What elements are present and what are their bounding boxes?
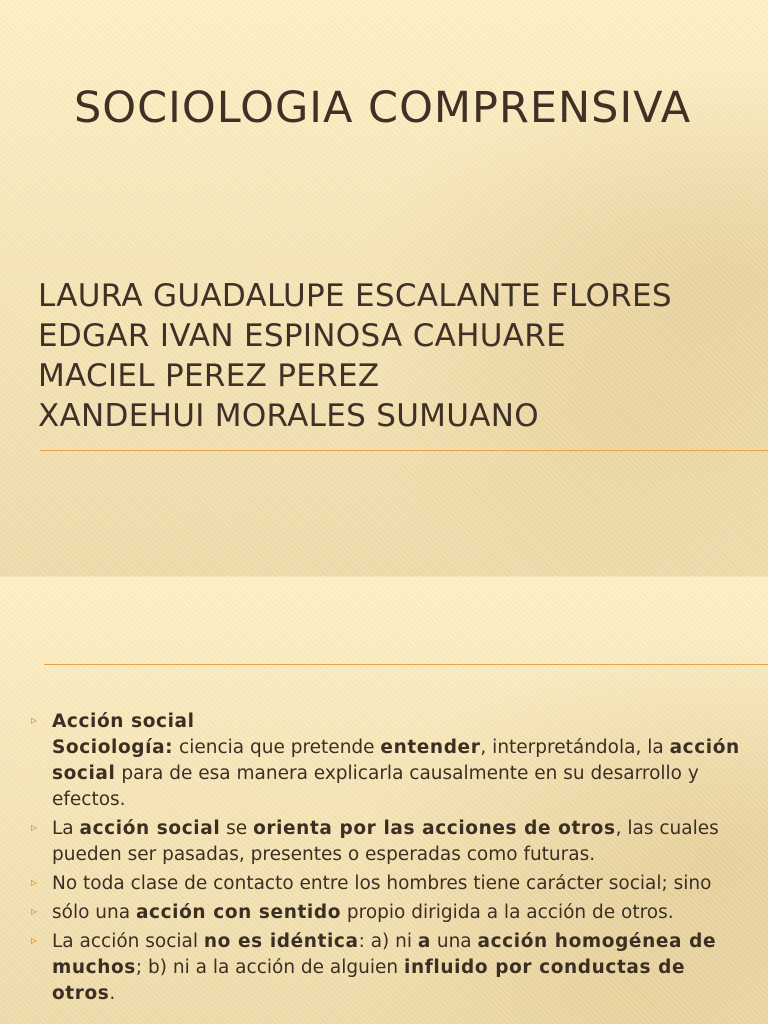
list-item bbox=[30, 929, 755, 1007]
list-item bbox=[30, 900, 755, 926]
bold-term: orienta por las acciones de otros bbox=[253, 818, 616, 839]
text-span: , las cuales pueden ser pasadas, presentes o esperadas como futuras. bbox=[52, 818, 719, 865]
item-paragraph bbox=[52, 735, 755, 813]
bold-term: acción social bbox=[52, 737, 740, 784]
bold-term: influido por conductas de otros bbox=[52, 957, 686, 1004]
bold-term: acción con sentido bbox=[135, 902, 342, 923]
text-span: propio dirigida a la acción de otros. bbox=[341, 902, 674, 923]
triangle-bullet-icon: ▹ bbox=[31, 933, 38, 947]
bullet-list bbox=[30, 709, 755, 1010]
text-span: La acción social bbox=[52, 931, 204, 952]
list-item bbox=[30, 709, 755, 813]
author-name: XANDEHUI MORALES SUMUANO bbox=[38, 398, 539, 434]
bold-term: Sociología: bbox=[52, 737, 174, 758]
text-span: La bbox=[52, 818, 80, 839]
text-span: , interpretándola, la bbox=[480, 737, 670, 758]
divider-line bbox=[44, 664, 768, 665]
text-span: : a) ni bbox=[358, 931, 418, 952]
list-item bbox=[30, 871, 755, 897]
bold-term: acción homogénea de muchos bbox=[52, 931, 717, 978]
text-span: sólo una bbox=[52, 902, 136, 923]
author-name: LAURA GUADALUPE ESCALANTE FLORES bbox=[38, 278, 672, 314]
text-span: se bbox=[220, 818, 254, 839]
text-span: . bbox=[109, 983, 116, 1004]
triangle-bullet-icon: ▹ bbox=[31, 904, 38, 918]
item-heading: Acción social bbox=[52, 711, 195, 732]
author-name: MACIEL PEREZ PEREZ bbox=[38, 358, 380, 394]
bold-term: a bbox=[417, 931, 431, 952]
list-item bbox=[30, 816, 755, 868]
bold-term: no es idéntica bbox=[203, 931, 359, 952]
text-span: ; b) ni a la acción de alguien bbox=[135, 957, 405, 978]
authors-list bbox=[38, 276, 758, 436]
divider-line bbox=[40, 450, 768, 451]
triangle-bullet-icon: ▹ bbox=[31, 875, 38, 889]
bold-term: acción social bbox=[79, 818, 221, 839]
slide-title: SOCIOLOGIA COMPRENSIVA bbox=[74, 83, 692, 133]
text-span: No toda clase de contacto entre los hombres tiene carácter social; sino bbox=[52, 873, 712, 894]
text-span: ciencia que pretende bbox=[173, 737, 381, 758]
text-span: para de esa manera explicarla causalmente en su desarrollo y efectos. bbox=[52, 763, 699, 810]
bold-term: entender bbox=[380, 737, 481, 758]
author-name: EDGAR IVAN ESPINOSA CAHUARE bbox=[38, 318, 566, 354]
content-slide bbox=[0, 577, 768, 1024]
text-span: una bbox=[430, 931, 478, 952]
triangle-bullet-icon: ▹ bbox=[31, 820, 38, 834]
triangle-bullet-icon: ▹ bbox=[31, 713, 38, 727]
